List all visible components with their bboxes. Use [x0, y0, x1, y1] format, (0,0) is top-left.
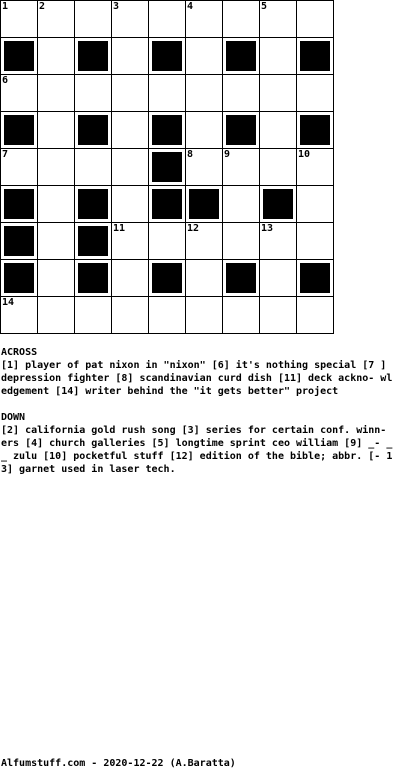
block-fill [4, 263, 34, 293]
clue-number: 7 [2, 149, 9, 160]
grid-cell[interactable] [74, 296, 112, 334]
grid-cell[interactable] [185, 37, 223, 75]
grid-cell[interactable] [185, 222, 223, 260]
grid-cell[interactable] [111, 148, 149, 186]
grid-cell[interactable] [111, 185, 149, 223]
grid-cell[interactable] [74, 74, 112, 112]
block-fill [4, 226, 34, 256]
grid-cell[interactable] [37, 296, 75, 334]
grid-block-cell [296, 259, 334, 297]
grid-cell[interactable] [37, 111, 75, 149]
clue-number: 4 [187, 1, 194, 12]
grid-block-cell [74, 259, 112, 297]
grid-cell[interactable] [185, 259, 223, 297]
grid-block-cell [148, 148, 186, 186]
clue-number: 2 [39, 1, 46, 12]
block-fill [263, 189, 293, 219]
grid-cell[interactable] [296, 185, 334, 223]
block-fill [226, 41, 256, 71]
block-fill [4, 115, 34, 145]
clue-number: 14 [2, 297, 15, 308]
grid-cell[interactable] [222, 148, 260, 186]
grid-cell[interactable] [185, 296, 223, 334]
grid-cell[interactable] [111, 259, 149, 297]
clue-number: 1 [2, 1, 9, 12]
clues-panel [1, 346, 397, 476]
grid-cell[interactable] [0, 296, 38, 334]
grid-cell[interactable] [259, 296, 297, 334]
block-fill [78, 263, 108, 293]
block-fill [152, 152, 182, 182]
grid-block-cell [0, 185, 38, 223]
crossword-grid [0, 0, 334, 334]
grid-cell[interactable] [259, 0, 297, 38]
clue-number: 8 [187, 149, 194, 160]
block-fill [78, 115, 108, 145]
clue-number: 10 [298, 149, 311, 160]
block-fill [300, 263, 330, 293]
grid-cell[interactable] [148, 296, 186, 334]
clue-number: 3 [113, 1, 120, 12]
block-fill [78, 226, 108, 256]
block-fill [300, 115, 330, 145]
block-fill [78, 41, 108, 71]
clue-number: 12 [187, 223, 200, 234]
grid-block-cell [148, 185, 186, 223]
grid-block-cell [185, 185, 223, 223]
grid-block-cell [0, 111, 38, 149]
grid-block-cell [0, 222, 38, 260]
grid-cell[interactable] [185, 111, 223, 149]
grid-cell[interactable] [111, 74, 149, 112]
grid-cell[interactable] [296, 148, 334, 186]
grid-block-cell [0, 37, 38, 75]
grid-cell[interactable] [37, 37, 75, 75]
grid-cell[interactable] [222, 74, 260, 112]
block-fill [226, 115, 256, 145]
grid-block-cell [148, 111, 186, 149]
clue-spacer [1, 398, 397, 411]
down-clues: [2] california gold rush song [3] series for certain conf. winn- ers [4] church galleries [5] longtime sprint ceo william [9] _- __ zulu [10] pocketful stuff [12] edition of the bible; abbr. [- 13] garnet used in laser tech. [1, 425, 393, 475]
grid-cell[interactable] [37, 0, 75, 38]
grid-cell[interactable] [222, 296, 260, 334]
grid-block-cell [296, 37, 334, 75]
grid-cell[interactable] [185, 0, 223, 38]
grid-cell[interactable] [37, 259, 75, 297]
block-fill [4, 189, 34, 219]
grid-cell[interactable] [148, 74, 186, 112]
grid-cell[interactable] [185, 74, 223, 112]
across-clues: [1] player of pat nixon in "nixon" [6] it's nothing special [7 ] depression fighter [8] scandinavian curd dish [11] deck ackno- wledgement [14] writer behind the "it gets better" project [1, 360, 393, 397]
grid-block-cell [74, 37, 112, 75]
clue-number: 5 [261, 1, 268, 12]
grid-cell[interactable] [259, 148, 297, 186]
footer-credit: Alfumstuff.com - 2020-12-22 (A.Baratta) [1, 758, 236, 769]
grid-block-cell [74, 185, 112, 223]
grid-cell[interactable] [222, 0, 260, 38]
grid-block-cell [222, 259, 260, 297]
grid-block-cell [74, 111, 112, 149]
grid-block-cell [74, 222, 112, 260]
grid-cell[interactable] [296, 0, 334, 38]
across-heading: ACROSS [1, 347, 38, 358]
grid-block-cell [259, 185, 297, 223]
grid-cell[interactable] [111, 296, 149, 334]
grid-cell[interactable] [296, 296, 334, 334]
grid-block-cell [296, 111, 334, 149]
grid-cell[interactable] [0, 0, 38, 38]
grid-block-cell [0, 259, 38, 297]
grid-block-cell [222, 111, 260, 149]
grid-cell[interactable] [148, 0, 186, 38]
grid-cell[interactable] [222, 222, 260, 260]
grid-cell[interactable] [111, 37, 149, 75]
block-fill [300, 41, 330, 71]
grid-cell[interactable] [296, 74, 334, 112]
grid-cell[interactable] [37, 222, 75, 260]
grid-cell[interactable] [0, 148, 38, 186]
grid-cell[interactable] [148, 222, 186, 260]
clue-number: 11 [113, 223, 126, 234]
grid-cell[interactable] [259, 74, 297, 112]
grid-block-cell [148, 259, 186, 297]
grid-block-cell [222, 37, 260, 75]
grid-cell[interactable] [222, 185, 260, 223]
block-fill [152, 41, 182, 71]
grid-cell[interactable] [37, 74, 75, 112]
grid-cell[interactable] [111, 222, 149, 260]
grid-cell[interactable] [296, 222, 334, 260]
grid-cell[interactable] [37, 148, 75, 186]
grid-cell[interactable] [74, 0, 112, 38]
grid-cell[interactable] [37, 185, 75, 223]
grid-cell[interactable] [0, 74, 38, 112]
clue-number: 13 [261, 223, 274, 234]
block-fill [152, 115, 182, 145]
block-fill [4, 41, 34, 71]
block-fill [152, 263, 182, 293]
clue-number: 9 [224, 149, 231, 160]
block-fill [78, 189, 108, 219]
grid-cell[interactable] [259, 37, 297, 75]
clue-number: 6 [2, 75, 9, 86]
down-heading: DOWN [1, 412, 26, 423]
grid-cell[interactable] [259, 111, 297, 149]
grid-block-cell [148, 37, 186, 75]
grid-cell[interactable] [111, 0, 149, 38]
grid-cell[interactable] [185, 148, 223, 186]
grid-cell[interactable] [74, 148, 112, 186]
grid-cell[interactable] [259, 222, 297, 260]
block-fill [226, 263, 256, 293]
block-fill [152, 189, 182, 219]
block-fill [189, 189, 219, 219]
grid-cell[interactable] [259, 259, 297, 297]
grid-cell[interactable] [111, 111, 149, 149]
